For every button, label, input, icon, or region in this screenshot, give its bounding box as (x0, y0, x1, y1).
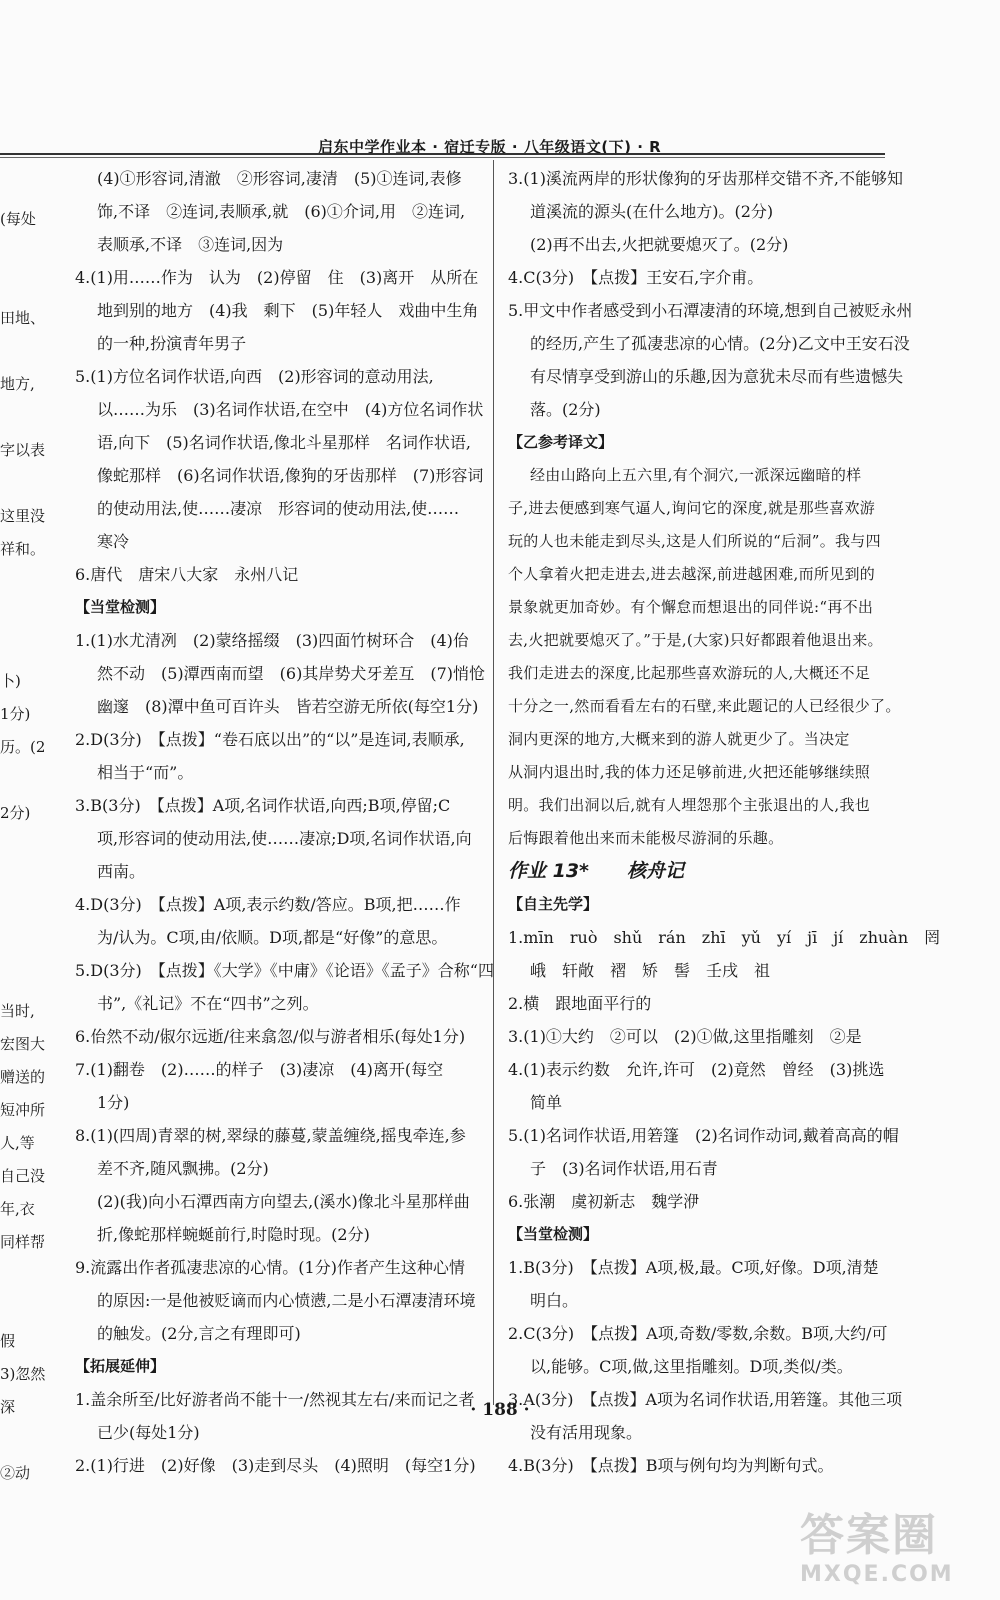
edge-text-fragment: 祥和。 (0, 540, 46, 558)
answer-line: 【自主先学】 (508, 895, 599, 913)
answer-line: 1.B(3分) 【点拨】A项,极,最。C项,好像。D项,清楚 (508, 1258, 879, 1277)
edge-text-fragment: 1分) (0, 705, 31, 723)
answer-line: 2.(1)行进 (2)好像 (3)走到尽头 (4)照明 (每空1分) (75, 1456, 476, 1475)
answer-line: 4.D(3分) 【点拨】A项,表示约数/答应。B项,把……作 (75, 895, 461, 914)
edge-text-fragment (0, 1259, 48, 1292)
edge-text-fragment (0, 1424, 48, 1457)
answer-line: 相当于“而”。 (97, 763, 194, 782)
edge-text-fragment (0, 896, 48, 929)
answer-line: 有尽情享受到游山的乐趣,因为意犹未尽而有些遗憾失 (530, 367, 904, 386)
answer-line: 1.mīn ruò shǔ rán zhī yǔ yí jī jí zhuàn 罔 (508, 928, 941, 947)
answer-line: 从洞内退出时,我的体力还足够前进,火把还能够继续照 (508, 763, 871, 781)
watermark-line1: 答案圈 (800, 1510, 938, 1561)
answer-line: 6.张潮 虞初新志 魏学洢 (508, 1192, 700, 1211)
edge-text-fragment: 这里没 (0, 507, 46, 525)
edge-text-fragment (0, 170, 48, 203)
answer-line: 9.流露出作者孤凄悲凉的心情。(1分)作者产生这种心情 (75, 1258, 465, 1277)
answer-line: 个人拿着火把走进去,进去越深,前进越困难,而所见到的 (508, 565, 876, 583)
edge-text-fragment: 字以表 (0, 441, 46, 459)
answer-line: 以,能够。C项,做,这里指雕刻。D项,类似/类。 (530, 1357, 853, 1376)
answer-line: 6.唐代 唐宋八大家 永州八记 (75, 565, 299, 584)
answer-line: 的经历,产生了孤凄悲凉的心情。(2分)乙文中王安石没 (530, 334, 910, 353)
edge-text-fragment (0, 632, 48, 665)
page-number: · 188 · (470, 1400, 530, 1420)
watermark-line2: MXQE.COM (800, 1562, 954, 1587)
answer-line: 我们走进去的深度,比起那些喜欢游玩的人,大概还不足 (508, 664, 871, 682)
edge-text-fragment: 假 (0, 1332, 16, 1350)
answer-line: 3.(1)①大约 ②可以 (2)①做,这里指雕刻 ②是 (508, 1027, 862, 1046)
edge-text-fragment: 赠送的 (0, 1068, 46, 1086)
answer-line: 3.B(3分) 【点拨】A项,名词作状语,向西;B项,停留;C (75, 796, 451, 815)
right-column (508, 162, 941, 1482)
answer-line: 5.甲文中作者感受到小石潭凄清的环境,想到自己被贬永州 (508, 301, 913, 320)
answer-line: 已少(每处1分) (97, 1423, 200, 1442)
answer-line: 的一种,扮演青年男子 (97, 334, 247, 353)
edge-text-fragment (0, 1292, 48, 1325)
answer-line: 简单 (530, 1093, 563, 1112)
answer-line: 【当堂检测】 (75, 598, 166, 616)
edge-text-fragment: 卜) (0, 672, 21, 690)
edge-text-fragment (0, 764, 48, 797)
edge-text-fragment: 人,等 (0, 1134, 35, 1152)
answer-line: 然不动 (5)潭西南而望 (6)其岸势犬牙差互 (7)悄怆 (97, 664, 485, 683)
edge-text-fragment: 当时, (0, 1002, 35, 1020)
answer-line: 4.(1)用……作为 认为 (2)停留 住 (3)离开 从所在 (75, 268, 479, 287)
edge-text-fragment: 宏图大 (0, 1035, 46, 1053)
answer-line: 明。我们出洞以后,就有人埋怨那个主张退出的人,我也 (508, 796, 871, 814)
answer-line: 西南。 (97, 862, 146, 881)
edge-text-fragment: 深 (0, 1398, 16, 1416)
answer-line: 差不齐,随风飘拂。(2分) (97, 1159, 269, 1178)
answer-line: 去,火把就要熄灭了。”于是,(大家)只好都跟着他退出来。 (508, 631, 883, 649)
answer-line: (2)(我)向小石潭西南方向望去,(溪水)像北斗星那样曲 (97, 1192, 470, 1211)
answer-line: 3.A(3分) 【点拨】A项为名词作状语,用箬篷。其他三项 (508, 1390, 903, 1409)
answer-line: 洞内更深的地方,大概来到的游人就更少了。当决定 (508, 730, 850, 748)
answer-line: 语,向下 (5)名词作状语,像北斗星那样 名词作状语, (97, 433, 471, 452)
answer-line: 【拓展延伸】 (75, 1357, 166, 1375)
edge-text-fragment: 2分) (0, 804, 31, 822)
answer-line: 幽邃 (8)潭中鱼可百许头 皆若空游无所依(每空1分) (97, 697, 479, 716)
edge-text-fragment (0, 236, 48, 269)
answer-line: 1.盖余所至/比好游者尚不能十一/然视其左右/来而记之者 (75, 1390, 475, 1409)
edge-text-fragment (0, 566, 48, 599)
edge-text-fragment (0, 863, 48, 896)
answer-line: 玩的人也未能走到尽头,这是人们所说的“后洞”。我与四 (508, 532, 881, 550)
answer-line: 4.(1)表示约数 允许,许可 (2)竟然 曾经 (3)挑选 (508, 1060, 885, 1079)
answer-line: 1.(1)水尤清冽 (2)蒙络摇缀 (3)四面竹树环合 (4)佁 (75, 631, 469, 650)
answer-line: 5.(1)名词作状语,用箬篷 (2)名词作动词,戴着高高的帽 (508, 1126, 899, 1145)
left-column (75, 162, 494, 1482)
answer-line: 4.B(3分) 【点拨】B项与例句均为判断句式。 (508, 1456, 834, 1475)
answer-line: 子 (3)名词作状语,用石青 (530, 1159, 718, 1178)
edge-text-fragment (0, 830, 48, 863)
watermark-logo (800, 1510, 990, 1595)
answer-line: 【当堂检测】 (508, 1225, 599, 1243)
answer-line: 饰,不译 ②连词,表顺承,就 (6)①介词,用 ②连词, (97, 202, 466, 221)
answer-line: 的原因:一是他被贬谪而内心愤懑,二是小石潭凄清环境 (97, 1291, 476, 1310)
answer-line: 为/认为。C项,由/依顺。D项,都是“好像”的意思。 (97, 928, 448, 947)
answer-line: 1分) (97, 1093, 130, 1112)
answer-line: 【乙参考译文】 (508, 433, 614, 451)
edge-text-fragment: 短冲所 (0, 1101, 46, 1119)
edge-text-fragment: 同样帮 (0, 1233, 46, 1251)
header-rule-thin (0, 157, 885, 158)
answer-line: 像蛇那样 (6)名词作状语,像狗的牙齿那样 (7)形容词 (97, 466, 484, 485)
edge-text-fragment: 历。(2 (0, 738, 46, 756)
answer-line: 峨 轩敞 褶 矫 髻 壬戌 祖 (530, 961, 771, 980)
edge-text-fragment: 年,衣 (0, 1200, 35, 1218)
edge-text-fragment (0, 401, 48, 434)
answer-line: 项,形容词的使动用法,使……凄凉;D项,名词作状语,向 (97, 829, 472, 848)
answer-line: (4)①形容词,清澈 ②形容词,凄清 (5)①连词,表修 (97, 169, 462, 188)
column-divider (493, 160, 494, 1405)
answer-line: 3.(1)溪流两岸的形状像狗的牙齿那样交错不齐,不能够知 (508, 169, 904, 188)
edge-text-fragment (0, 335, 48, 368)
edge-text-fragment: (每处 (0, 210, 36, 228)
edge-text-fragment: 地方, (0, 375, 35, 393)
edge-text-fragment: 3)忽然 (0, 1365, 46, 1383)
answer-line: 子,进去便感到寒气逼人,询问它的深度,就是那些喜欢游 (508, 499, 876, 517)
answer-line: 5.D(3分) 【点拨】《大学》《中庸》《论语》《孟子》合称“四 (75, 961, 494, 980)
answer-line: 书”,《礼记》不在“四书”之列。 (97, 994, 319, 1013)
edge-text-fragment (0, 269, 48, 302)
edge-text-fragment (0, 962, 48, 995)
answer-line: 作业 13* 核舟记 (508, 860, 684, 882)
answer-line: 的触发。(2分,言之有理即可) (97, 1324, 301, 1343)
answer-line: (2)再不出去,火把就要熄灭了。(2分) (530, 235, 789, 254)
answer-line: 以……为乐 (3)名词作状语,在空中 (4)方位名词作状 (97, 400, 484, 419)
edge-text-fragment (0, 467, 48, 500)
header-rule (0, 153, 885, 155)
answer-line: 的使动用法,使……凄凉 形容词的使动用法,使…… (97, 499, 460, 518)
answer-line: 经由山路向上五六里,有个洞穴,一派深远幽暗的样 (530, 466, 862, 484)
answer-line: 表顺承,不译 ③连词,因为 (97, 235, 284, 254)
answer-line: 没有活用现象。 (530, 1423, 643, 1442)
answer-line: 2.D(3分) 【点拨】“卷石底以出”的“以”是连词,表顺承, (75, 730, 465, 749)
answer-line: 景象就更加奇妙。有个懈怠而想退出的同伴说:“再不出 (508, 598, 874, 616)
edge-text-fragment: 自己没 (0, 1167, 46, 1185)
answer-line: 后悔跟着他出来而未能极尽游洞的乐趣。 (508, 829, 784, 847)
edge-text-fragment: ②动 (0, 1464, 31, 1482)
answer-line: 折,像蛇那样蜿蜒前行,时隐时现。(2分) (97, 1225, 370, 1244)
answer-line: 2.横 跟地面平行的 (508, 994, 652, 1013)
edge-text-fragment (0, 929, 48, 962)
answer-line: 4.C(3分) 【点拨】王安石,字介甫。 (508, 268, 764, 287)
answer-line: 道溪流的源头(在什么地方)。(2分) (530, 202, 774, 221)
answer-line: 寒冷 (97, 532, 130, 551)
header-title: 启东中学作业本 · 宿迁专版 · 八年级语文(下) · R (318, 138, 662, 156)
answer-line: 2.C(3分) 【点拨】A项,奇数/零数,余数。B项,大约/可 (508, 1324, 888, 1343)
answer-line: 6.佁然不动/俶尔远逝/往来翕忽/似与游者相乐(每处1分) (75, 1027, 466, 1046)
answer-line: 8.(1)(四周)青翠的树,翠绿的藤蔓,蒙盖缠绕,摇曳牵连,参 (75, 1126, 466, 1145)
answer-line: 5.(1)方位名词作状语,向西 (2)形容词的意动用法, (75, 367, 434, 386)
answer-line: 7.(1)翻卷 (2)……的样子 (3)凄凉 (4)离开(每空 (75, 1060, 444, 1079)
answer-line: 十分之一,然而看看左右的石壁,来此题记的人已经很少了。 (508, 697, 901, 715)
page-header (0, 0, 1000, 160)
edge-text-fragment: 田地、 (0, 309, 46, 327)
answer-line: 地到别的地方 (4)我 剩下 (5)年轻人 戏曲中生角 (97, 301, 479, 320)
left-edge-fragment (0, 170, 48, 1490)
edge-text-fragment (0, 599, 48, 632)
answer-line: 落。(2分) (530, 400, 601, 419)
answer-line: 明白。 (530, 1291, 579, 1310)
